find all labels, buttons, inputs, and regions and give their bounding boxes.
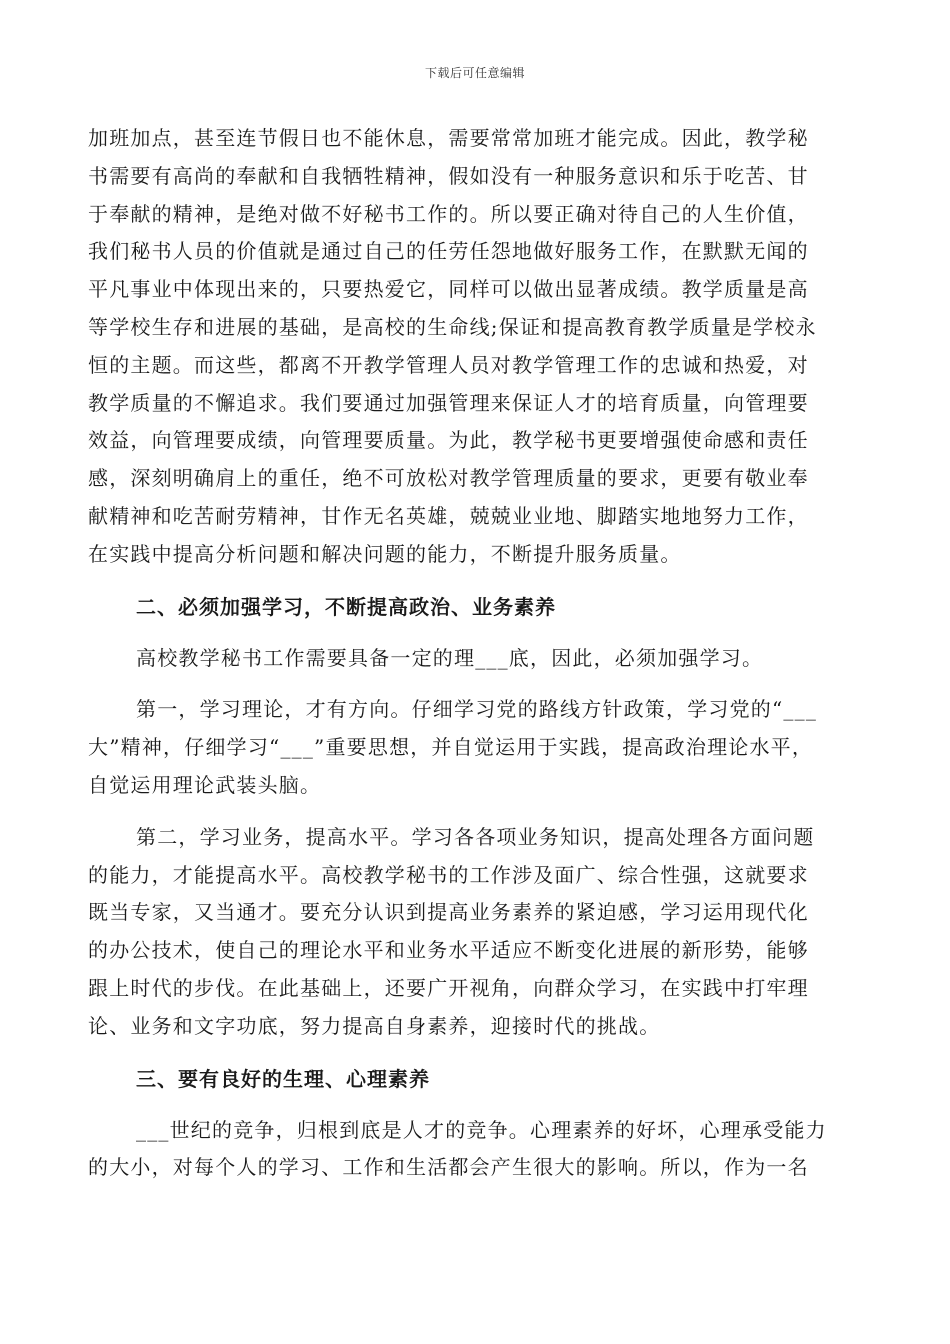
text-line: 在实践中提高分析问题和解决问题的能力，不断提升服务质量。 <box>88 541 682 566</box>
text-line: 等学校生存和进展的基础，是高校的生命线;保证和提高教育教学质量是学校永 <box>88 314 817 339</box>
text-line: ___世纪的竞争，归根到底是人才的竞争。心理素养的好坏，心理承受能力 <box>136 1117 827 1142</box>
paragraph <box>88 640 868 678</box>
paragraph <box>88 819 868 1046</box>
text-line: 自觉运用理论武装头脑。 <box>88 772 322 797</box>
text-line: 的大小，对每个人的学习、工作和生活都会产生很大的影响。所以，作为一名 <box>88 1155 809 1180</box>
text-line: 于奉献的精神，是绝对做不好秘书工作的。所以要正确对待自己的人生价值， <box>88 201 809 226</box>
text-line: 高校教学秘书工作需要具备一定的理___底，因此，必须加强学习。 <box>136 645 764 670</box>
text-line: 书需要有高尚的奉献和自我牺牲精神，假如没有一种服务意识和乐于吃苦、甘 <box>88 163 809 188</box>
text-line: 平凡事业中体现出来的，只要热爱它，同样可以做出显著成绩。教学质量是高 <box>88 277 809 302</box>
text-line: 献精神和吃苦耐劳精神，甘作无名英雄，兢兢业业地、脚踏实地地努力工作， <box>88 503 809 528</box>
text-line: 加班加点，甚至连节假日也不能休息，需要常常加班才能完成。因此，教学秘 <box>88 126 809 150</box>
paragraph <box>88 120 868 574</box>
paragraph <box>88 1112 868 1188</box>
section-heading: 三、要有良好的生理、心理素养 <box>136 1066 430 1091</box>
text-line: 第一，学习理论，才有方向。仔细学习党的路线方针政策，学习党的“___ <box>136 697 818 722</box>
section-heading: 二、必须加强学习，不断提高政治、业务素养 <box>136 594 556 619</box>
text-line: 论、业务和文字功底，努力提高自身素养，迎接时代的挑战。 <box>88 1013 661 1038</box>
text-line: 跟上时代的步伐。在此基础上，还要广开视角，向群众学习，在实践中打牢理 <box>88 975 809 1000</box>
text-line: 第二，学习业务，提高水平。学习各各项业务知识，提高处理各方面问题 <box>136 824 815 849</box>
text-line: 既当专家，又当通才。要充分认识到提高业务素养的紧迫感，学习运用现代化 <box>88 900 809 925</box>
text-line: 恒的主题。而这些，都离不开教学管理人员对教学管理工作的忠诚和热爱，对 <box>88 352 809 377</box>
text-line: 的办公技术，使自己的理论水平和业务水平适应不断变化进展的新形势，能够 <box>88 938 809 963</box>
paragraph <box>88 691 868 804</box>
text-line: 教学质量的不懈追求。我们要通过加强管理来保证人才的培育质量，向管理要 <box>88 390 809 415</box>
text-line: 大”精神，仔细学习“___”重要思想，并自觉运用于实践，提高政治理论水平， <box>88 735 814 760</box>
text-line: 的能力，才能提高水平。高校教学秘书的工作涉及面广、综合性强，这就要求 <box>88 862 809 887</box>
text-line: 效益，向管理要成绩，向管理要质量。为此，教学秘书更要增强使命感和责任 <box>88 428 809 453</box>
paragraph-gap <box>88 805 868 819</box>
text-line: 我们秘书人员的价值就是通过自己的任劳任怨地做好服务工作，在默默无闻的 <box>88 239 809 264</box>
page-header: 下载后可任意编辑 <box>424 66 525 80</box>
document-body <box>88 120 868 1187</box>
paragraph-gap <box>88 677 868 691</box>
text-line: 感，深刻明确肩上的重任，绝不可放松对教学管理质量的要求，更要有敬业奉 <box>88 466 809 491</box>
